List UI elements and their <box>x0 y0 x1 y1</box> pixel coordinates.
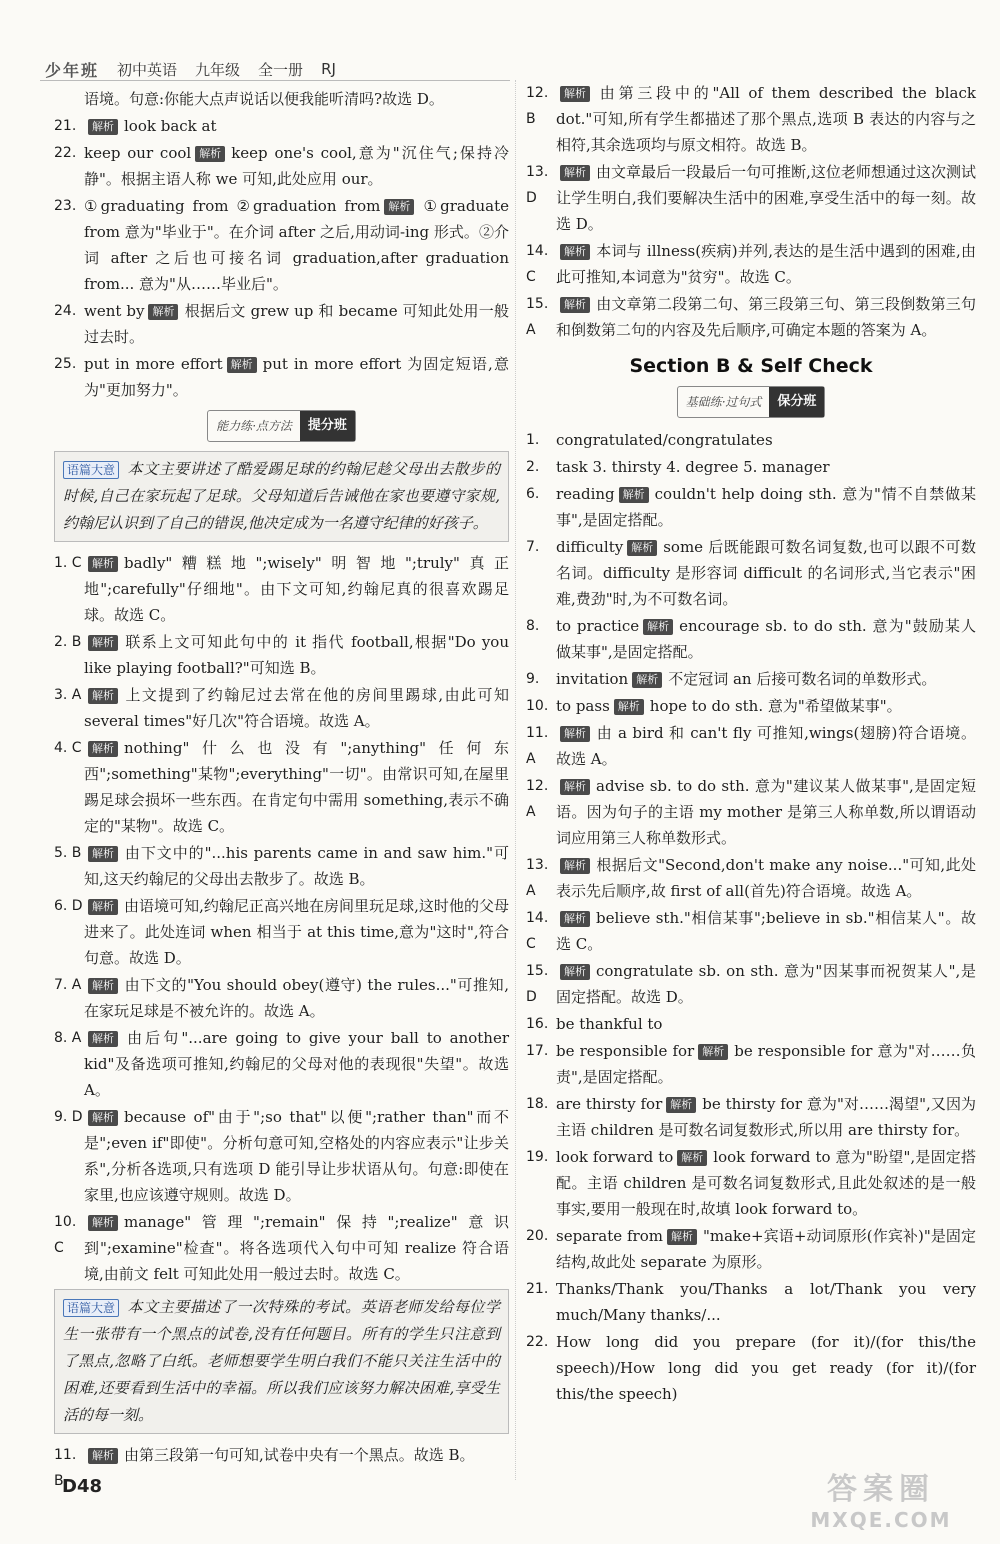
answer-number: 19. <box>526 1149 549 1165</box>
answer-explanation: couldn't help doing sth. 意为"情不自禁做某事",是固定搭配。 <box>556 485 976 529</box>
answer-item <box>526 454 976 480</box>
answer-item <box>526 773 976 851</box>
answer-key: are thirsty for <box>556 1095 663 1113</box>
answer-key: went by <box>84 302 145 320</box>
analysis-tag: 解析 <box>667 1229 697 1245</box>
analysis-tag: 解析 <box>88 119 118 135</box>
analysis-tag: 解析 <box>677 1150 707 1166</box>
answer-body <box>556 534 976 612</box>
answer-number: 23. <box>54 198 77 214</box>
answer-number: 1. <box>526 432 540 448</box>
answer-explanation: 由文章最后一段最后一句可推断,这位老师想通过这次测试让学生明白,我们要解决生活中的困难,享受生活中的每一刻。故选 D。 <box>556 163 976 233</box>
answer-key: keep our cool <box>84 144 192 162</box>
answer-explanation: be thirsty for 意为"对……渴望",又因为主语 children 是可数名词复数形式,所以用 are thirsty for。 <box>556 1095 976 1139</box>
answer-body <box>556 666 976 692</box>
answer-body <box>556 693 976 719</box>
analysis-tag: 解析 <box>627 540 657 556</box>
answer-body <box>84 1025 509 1103</box>
answer-item <box>54 1104 509 1208</box>
answer-item <box>54 1025 509 1103</box>
answer-body <box>84 351 509 403</box>
analysis-tag: 解析 <box>560 297 590 313</box>
answer-body <box>84 298 509 350</box>
answer-body <box>556 159 976 237</box>
header-subject: 初中英语 <box>117 60 178 79</box>
answer-explanation: manage"管理";remain"保持";realize"意识到";examine"检查"。将各选项代入句中可知 realize 符合语境,由前文 felt 可知此处用一般过去时。故选 C。 <box>84 1213 509 1283</box>
answer-body <box>556 720 976 772</box>
answer-item <box>526 534 976 612</box>
answer-number: 25. <box>54 356 77 372</box>
answer-number: 14. C <box>526 910 549 952</box>
answer-explanation: 由下文的"You should obey(遵守) the rules..."可推知,在家玩足球是不被允许的。故选 A。 <box>84 976 509 1020</box>
left-answers-a <box>54 86 509 403</box>
summary-text: 本文主要描述了一次特殊的考试。英语老师发给每位学生一张带有一个黑点的试卷,没有任何题目。所有的学生只注意到了黑点,忽略了白纸。老师想要学生明白我们不能只关注生活中的困难,还要看到生活中的幸福。所以我们应该努力解决困难,享受生活的每一刻。 <box>63 1298 500 1424</box>
answer-item <box>54 140 509 192</box>
answer-number: 6. D <box>54 898 83 914</box>
analysis-tag: 解析 <box>384 199 414 215</box>
answer-explanation: ①graduate from 意为"毕业于"。在介词 after 之后,用动词-ing 形式。②介词 after 之后也可接名词 graduation,after graduation from... 意为"从……毕业后"。 <box>84 197 509 293</box>
watermark-text-bottom: MXQE.COM <box>810 1508 952 1532</box>
answer-item <box>54 840 509 892</box>
analysis-tag: 解析 <box>666 1097 696 1113</box>
answer-number: 15. A <box>526 296 549 338</box>
answer-explanation: 由文章第二段第二句、第三段第三句、第三段倒数第三句和倒数第二句的内容及先后顺序,可确定本题的答案为 A。 <box>556 295 976 339</box>
answer-number: 6. <box>526 486 540 502</box>
summary-tag: 语篇大意 <box>63 1299 119 1317</box>
answer-number: 24. <box>54 303 77 319</box>
analysis-tag: 解析 <box>560 244 590 260</box>
answer-explanation: "make+宾语+动词原形(作宾补)"是固定结构,故此处 separate 为原形。 <box>556 1227 976 1271</box>
passage-summary-2 <box>54 1289 509 1434</box>
answer-key: reading <box>556 485 615 503</box>
answer-key: look forward to <box>556 1148 674 1166</box>
answer-number: 1. C <box>54 555 82 571</box>
answer-item <box>526 238 976 290</box>
answer-number: 2. B <box>54 634 82 650</box>
analysis-tag: 解析 <box>560 858 590 874</box>
analysis-tag: 解析 <box>88 635 118 651</box>
banner-ability-title: 提分班 <box>300 411 355 441</box>
answer-explanation: because of"由于";so that"以便";rather than"而不是";even if"即使"。分析句意可知,空格处的内容应表示"让步关系",分析各选项,只有选项 D 能引导让步状语从句。句意:即使在家里,也应该遵守规则。故选 D。 <box>84 1108 509 1204</box>
analysis-tag: 解析 <box>698 1044 728 1060</box>
answer-number: 12. B <box>526 85 549 127</box>
answer-explanation: 联系上文可知此句中的 it 指代 football,根据"Do you like playing football?"可知选 B。 <box>84 633 509 677</box>
answer-body <box>84 1442 509 1494</box>
banner-basic-title: 保分班 <box>769 387 824 417</box>
answer-explanation: 由 a bird 和 can't fly 可推知,wings(翅膀)符合语境。故选 A。 <box>556 724 976 768</box>
answer-explanation: badly"糟糕地";wisely"明智地";truly"真正地";carefully"仔细地"。由下文可知,约翰尼真的很喜欢踢足球。故选 C。 <box>84 554 509 624</box>
answer-explanation: 由第三段中的"All of them described the black dot."可知,所有学生都描述了那个黑点,选项 B 表达的内容与之相符,其余选项均与原文相符。故选 B。 <box>556 84 976 154</box>
answer-item <box>54 682 509 734</box>
passage-summary-1 <box>54 451 509 542</box>
answer-item <box>526 481 976 533</box>
answer-body <box>84 629 509 681</box>
analysis-tag: 解析 <box>88 1215 118 1231</box>
analysis-tag: 解析 <box>88 688 118 704</box>
answer-body <box>84 682 509 734</box>
answer-explanation: 由后句"...are going to give your ball to another kid"及备选项可推知,约翰尼的父母对他的表现很"失望"。故选 A。 <box>84 1029 509 1099</box>
analysis-tag: 解析 <box>88 556 118 572</box>
summary-tag: 语篇大意 <box>63 461 119 479</box>
answer-item <box>526 1091 976 1143</box>
answer-number <box>54 86 84 112</box>
answer-key: be responsible for <box>556 1042 695 1060</box>
answer-number: 20. <box>526 1228 549 1244</box>
banner-ability <box>54 409 509 443</box>
answer-explanation: advise sb. to do sth. 意为"建议某人做某事",是固定短语。因为句子的主语 my mother 是第三人称单数,所以谓语动词应用第三人称单数形式。 <box>556 777 976 847</box>
answer-number: 3. A <box>54 687 82 703</box>
answer-number: 7. A <box>54 977 82 993</box>
answer-explanation: 根据后文 grew up 和 became 可知此处用一般过去时。 <box>84 302 509 346</box>
answer-item <box>526 80 976 158</box>
answer-body <box>556 1329 976 1407</box>
answer-body <box>84 550 509 628</box>
watermark-text-top: 答案圈 <box>827 1472 935 1507</box>
answer-item <box>526 1276 976 1328</box>
answer-number: 22. <box>526 1334 549 1350</box>
answer-item <box>526 958 976 1010</box>
answer-body <box>556 852 976 904</box>
answer-explanation: 由语境可知,约翰尼正高兴地在房间里玩足球,这时他的父母进来了。此处连词 when 相当于 at this time,意为"这时",符合句意。故选 D。 <box>84 897 509 967</box>
answer-body <box>84 86 509 112</box>
analysis-tag: 解析 <box>88 1110 118 1126</box>
answer-explanation: hope to do sth. 意为"希望做某事"。 <box>649 697 902 715</box>
analysis-tag: 解析 <box>88 846 118 862</box>
header-edition: RJ <box>321 60 336 78</box>
answer-body <box>556 80 976 158</box>
answer-explanation: 由第三段第一句可知,试卷中央有一个黑点。故选 B。 <box>124 1446 475 1464</box>
answer-body <box>84 893 509 971</box>
answer-body <box>84 113 509 139</box>
answer-number: 8. A <box>54 1030 82 1046</box>
answer-item <box>54 972 509 1024</box>
banner-ability-subtitle: 能力练·点方法 <box>216 419 292 433</box>
answer-item <box>526 291 976 343</box>
answer-number: 13. D <box>526 164 549 206</box>
answer-body <box>556 1144 976 1222</box>
header-grade: 九年级 <box>195 60 241 79</box>
answer-item <box>54 351 509 403</box>
answer-number: 10. C <box>54 1214 77 1256</box>
answer-number: 11. A <box>526 725 549 767</box>
answer-number: 21. <box>526 1281 549 1297</box>
answer-key: ①graduating from ②graduation from <box>84 197 381 215</box>
column-divider <box>515 80 516 1480</box>
answer-number: 15. D <box>526 963 549 1005</box>
answer-explanation: some 后既能跟可数名词复数,也可以跟不可数名词。difficulty 是形容词 difficult 的名词形式,当它表示"困难,费劲"时,为不可数名词。 <box>556 538 976 608</box>
answer-number: 8. <box>526 618 540 634</box>
analysis-tag: 解析 <box>619 487 649 503</box>
answer-key: task 3. thirsty 4. degree 5. manager <box>556 458 830 476</box>
answer-key: congratulated/congratulates <box>556 431 773 449</box>
answer-number: 2. <box>526 459 540 475</box>
analysis-tag: 解析 <box>632 672 662 688</box>
answer-body <box>556 1038 976 1090</box>
right-column <box>526 80 976 1408</box>
answer-explanation: put in more effort 为固定短语,意为"更加努力"。 <box>84 355 510 399</box>
watermark-logo <box>776 1464 986 1534</box>
answer-explanation: keep one's cool,意为"沉住气;保持冷静"。根据主语人称 we 可知,此处应用 our。 <box>84 144 509 188</box>
answer-item <box>526 427 976 453</box>
page-number: D48 <box>62 1476 102 1497</box>
answer-number: 14. C <box>526 243 549 285</box>
answer-body <box>556 958 976 1010</box>
analysis-tag: 解析 <box>560 779 590 795</box>
answer-explanation: 上文提到了约翰尼过去常在他的房间里踢球,由此可知 several times"好几次"符合语境。故选 A。 <box>84 686 509 730</box>
banner-basic <box>526 385 976 419</box>
answer-item <box>54 193 509 297</box>
answer-key: separate from <box>556 1227 663 1245</box>
answer-explanation: encourage sb. to do sth. 意为"鼓励某人做某事",是固定搭配。 <box>556 617 976 661</box>
analysis-tag: 解析 <box>88 741 118 757</box>
answer-key: to pass <box>556 697 610 715</box>
answer-body <box>556 454 976 480</box>
answer-item <box>526 1223 976 1275</box>
answer-number: 18. <box>526 1096 549 1112</box>
answer-item <box>54 550 509 628</box>
analysis-tag: 解析 <box>560 726 590 742</box>
answer-number: 10. <box>526 698 549 714</box>
answer-item <box>526 852 976 904</box>
answer-key: Thanks/Thank you/Thanks a lot/Thank you very much/Many thanks/... <box>556 1280 976 1324</box>
analysis-tag: 解析 <box>643 619 673 635</box>
answer-body <box>556 1011 976 1037</box>
answer-explanation: look forward to 意为"盼望",是固定搭配。主语 children 是可数名词复数形式,且此处叙述的是一般事实,要用一般现在时,故填 look forward to。 <box>556 1148 976 1218</box>
answer-item <box>526 693 976 719</box>
answer-explanation: 语境。句意:你能大点声说话以便我能听清吗?故选 D。 <box>84 90 444 108</box>
answer-body <box>84 140 509 192</box>
answer-explanation: look back at <box>124 117 217 135</box>
answer-body <box>556 1276 976 1328</box>
analysis-tag: 解析 <box>88 1448 118 1464</box>
answer-body <box>84 840 509 892</box>
left-column <box>54 86 509 1495</box>
answer-item <box>526 159 976 237</box>
answer-body <box>84 193 509 297</box>
answer-body <box>84 1104 509 1208</box>
answer-body <box>84 1209 509 1287</box>
answer-body <box>556 427 976 453</box>
analysis-tag: 解析 <box>560 165 590 181</box>
answer-number: 16. <box>526 1016 549 1032</box>
answer-number: 12. A <box>526 778 549 820</box>
answer-explanation: believe sth."相信某事";believe in sb."相信某人"。故选 C。 <box>556 909 976 953</box>
answer-item <box>526 666 976 692</box>
header-volume: 全一册 <box>258 60 304 79</box>
left-answers-c <box>54 1442 509 1494</box>
section-title: Section B & Self Check <box>629 355 873 377</box>
banner-basic-subtitle: 基础练·过句式 <box>685 395 762 409</box>
analysis-tag: 解析 <box>560 86 590 102</box>
answer-body <box>556 481 976 533</box>
answer-number: 9. D <box>54 1109 83 1125</box>
answer-item <box>526 1144 976 1222</box>
answer-explanation: 根据后文"Second,don't make any noise..."可知,此处表示先后顺序,故 first of all(首先)符合语境。故选 A。 <box>556 856 976 900</box>
answer-item <box>526 720 976 772</box>
answer-item <box>54 893 509 971</box>
answer-body <box>556 1091 976 1143</box>
analysis-tag: 解析 <box>88 1031 118 1047</box>
answer-key: invitation <box>556 670 629 688</box>
answer-number: 22. <box>54 145 77 161</box>
answer-number: 21. <box>54 118 77 134</box>
answer-body <box>556 1223 976 1275</box>
answer-item <box>54 629 509 681</box>
analysis-tag: 解析 <box>148 304 178 320</box>
answer-explanation: 本词与 illness(疾病)并列,表达的是生活中遇到的困难,由此可推知,本词意为"贫穷"。故选 C。 <box>556 242 976 286</box>
answer-number: 5. B <box>54 845 82 861</box>
answer-key: be thankful to <box>556 1015 663 1033</box>
analysis-tag: 解析 <box>560 964 590 980</box>
answer-item <box>526 1038 976 1090</box>
answer-number: 13. A <box>526 857 549 899</box>
right-answers-a <box>526 80 976 343</box>
answer-item <box>526 613 976 665</box>
answer-body <box>556 238 976 290</box>
answer-key: put in more effort <box>84 355 223 373</box>
answer-body <box>84 972 509 1024</box>
answer-number: 11. B <box>54 1447 77 1489</box>
answer-item <box>54 735 509 839</box>
answer-explanation: 不定冠词 an 后接可数名词的单数形式。 <box>668 670 937 688</box>
analysis-tag: 解析 <box>195 146 225 162</box>
answer-explanation: 由下文中的"...his parents came in and saw him."可知,这天约翰尼的父母出去散步了。故选 B。 <box>84 844 509 888</box>
analysis-tag: 解析 <box>88 899 118 915</box>
answer-key: How long did you prepare (for it)/(for this/the speech)/How long did you get ready (for it)/(for this/the speech) <box>556 1333 976 1403</box>
summary-text: 本文主要讲述了酷爱踢足球的约翰尼趁父母出去散步的时候,自己在家玩起了足球。父母知道后告诫他在家也要遵守家规,约翰尼认识到了自己的错误,他决定成为一名遵守纪律的好孩子。 <box>63 460 500 532</box>
answer-item <box>54 298 509 350</box>
answer-number: 17. <box>526 1043 549 1059</box>
answer-body <box>84 735 509 839</box>
answer-number: 9. <box>526 671 540 687</box>
analysis-tag: 解析 <box>88 978 118 994</box>
analysis-tag: 解析 <box>614 699 644 715</box>
answer-number: 4. C <box>54 740 82 756</box>
answer-explanation: congratulate sb. on sth. 意为"因某事而祝贺某人",是固定搭配。故选 D。 <box>556 962 976 1006</box>
answer-body <box>556 291 976 343</box>
answer-item <box>54 86 509 112</box>
answer-item <box>54 1209 509 1287</box>
analysis-tag: 解析 <box>560 911 590 927</box>
answer-item <box>54 1442 509 1494</box>
answer-key: to practice <box>556 617 640 635</box>
right-answers-b <box>526 427 976 1407</box>
answer-key: difficulty <box>556 538 624 556</box>
answer-item <box>526 905 976 957</box>
answer-body <box>556 613 976 665</box>
answer-item <box>526 1329 976 1407</box>
answer-body <box>556 905 976 957</box>
header-rule <box>40 80 510 81</box>
analysis-tag: 解析 <box>227 357 257 373</box>
answer-item <box>54 113 509 139</box>
answer-explanation: nothing"什么也没有";anything"任何东西";something"某物";everything"一切"。由常识可知,在屋里踢足球会损坏一些东西。在肯定句中需用 something,表示不确定的"某物"。故选 C。 <box>84 739 509 835</box>
answer-number: 7. <box>526 539 540 555</box>
brand-logo: 少年班 <box>45 60 100 80</box>
left-answers-b <box>54 550 509 1287</box>
answer-item <box>526 1011 976 1037</box>
answer-body <box>556 773 976 851</box>
answer-explanation: be responsible for 意为"对……负责",是固定搭配。 <box>556 1042 977 1086</box>
